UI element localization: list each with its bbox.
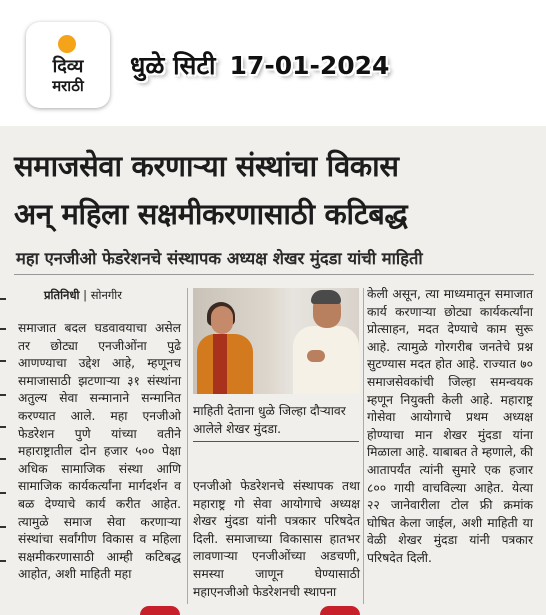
article-column-3: केली असून, त्या माध्यमातून समाजात कार्य करणाऱ्या छोट्या कार्यकर्त्यांना प्रोत्साहन, मदत देण्याचे काम सुरू आहे. त्यामुळे गोरगरीब जनतेचे प्रश्न सुटण्यास मदत होत आहे. राज्यात ७० समाजसेवकांची जिल्हा समन्वयक म्हणून नियुक्ती केली आहे. महाराष्ट्र गोसेवा आयोगाचे प्रथम अध्यक्ष होण्याचा मान शेखर मुंदडा यांना मिळाला आहे. याबाबत ते म्हणाले, की आतापर्यंत त्यांनी सुमारे एक हजार ८०० गायी वाचविल्या आहेत. येत्या २२ जानेवारीला टोल फ्री क्रमांक घोषित केला जाईल, अशी माहिती या वेळी शेखर मुंदडा यांनी पत्रकार परिषदेत दिली.	[367, 287, 533, 565]
photo-caption: माहिती देताना धुळे जिल्हा दौऱ्यावर आलेले शेखर मुंदडा.	[193, 404, 346, 436]
logo-line2: मराठी	[52, 77, 84, 95]
adjacent-column-edge	[0, 298, 8, 598]
article-column-2: एनजीओ फेडरेशनचे संस्थापक तथा महाराष्ट्र गो सेवा आयोगाचे अध्यक्ष शेखर मुंदडा यांनी पत्रकार परिषदेत दिली. समाजाच्या विकासास हातभर लावणाऱ्या एनजीओंच्या अडचणी, समस्या जाणून घेण्यासाठी महाएनजीओ फेडरेशनची स्थापना	[193, 479, 360, 599]
caption-rule	[193, 441, 359, 442]
publication-date: 17-01-2024	[229, 51, 390, 80]
logo-line1: दिव्य	[52, 56, 84, 77]
city-name: धुळे सिटी	[130, 51, 216, 80]
subheadline: महा एनजीओ फेडरेशनचे संस्थापक अध्यक्ष शेखर मुंदडा यांची माहिती	[16, 249, 423, 268]
byline-place: सोनगीर	[90, 288, 122, 302]
headline-line2: अन् महिला सक्षमीकरणासाठी कटिबद्ध	[14, 197, 408, 231]
article-photo	[193, 288, 359, 394]
byline-label: प्रतिनिधी	[44, 288, 80, 302]
byline-separator: |	[83, 288, 91, 302]
headline-line1: समाजसेवा करणाऱ्या संस्थांचा विकास	[14, 149, 399, 183]
column-divider	[187, 288, 188, 604]
byline	[44, 288, 122, 303]
divya-marathi-logo	[26, 22, 110, 108]
dateline	[130, 48, 389, 82]
sun-icon	[58, 35, 76, 53]
article-column-1: समाजात बदल घडवावयाचा असेल तर छोट्या एनजीओंना पुढे आणण्याचा उद्देश आहे, म्हणूनच समाजासाठी झटणाऱ्या ३१ संस्थांना अतुल्य सेवा सन्मानाने सन्मानित करण्यात आले. महा एनजीओ फेडरेशन पुणे यांच्या वतीने महाराष्ट्रातील दोन हजार ५०० पेक्षा अधिक सामाजिक संस्था आणि सामाजिक कार्यकर्त्यांना मार्गदर्शन व बळ देण्याचे कार्य करीत आहेत. त्यामुळे समाज सेवा करणाऱ्या संस्थांचा सर्वांगीण विकास व महिला सक्षमीकरणासाठी आम्ही कटिबद्ध आहोत, अशी माहिती महा	[18, 321, 181, 582]
next-article-edge	[120, 606, 380, 615]
column-divider	[363, 288, 364, 604]
headline-rule	[14, 274, 534, 275]
